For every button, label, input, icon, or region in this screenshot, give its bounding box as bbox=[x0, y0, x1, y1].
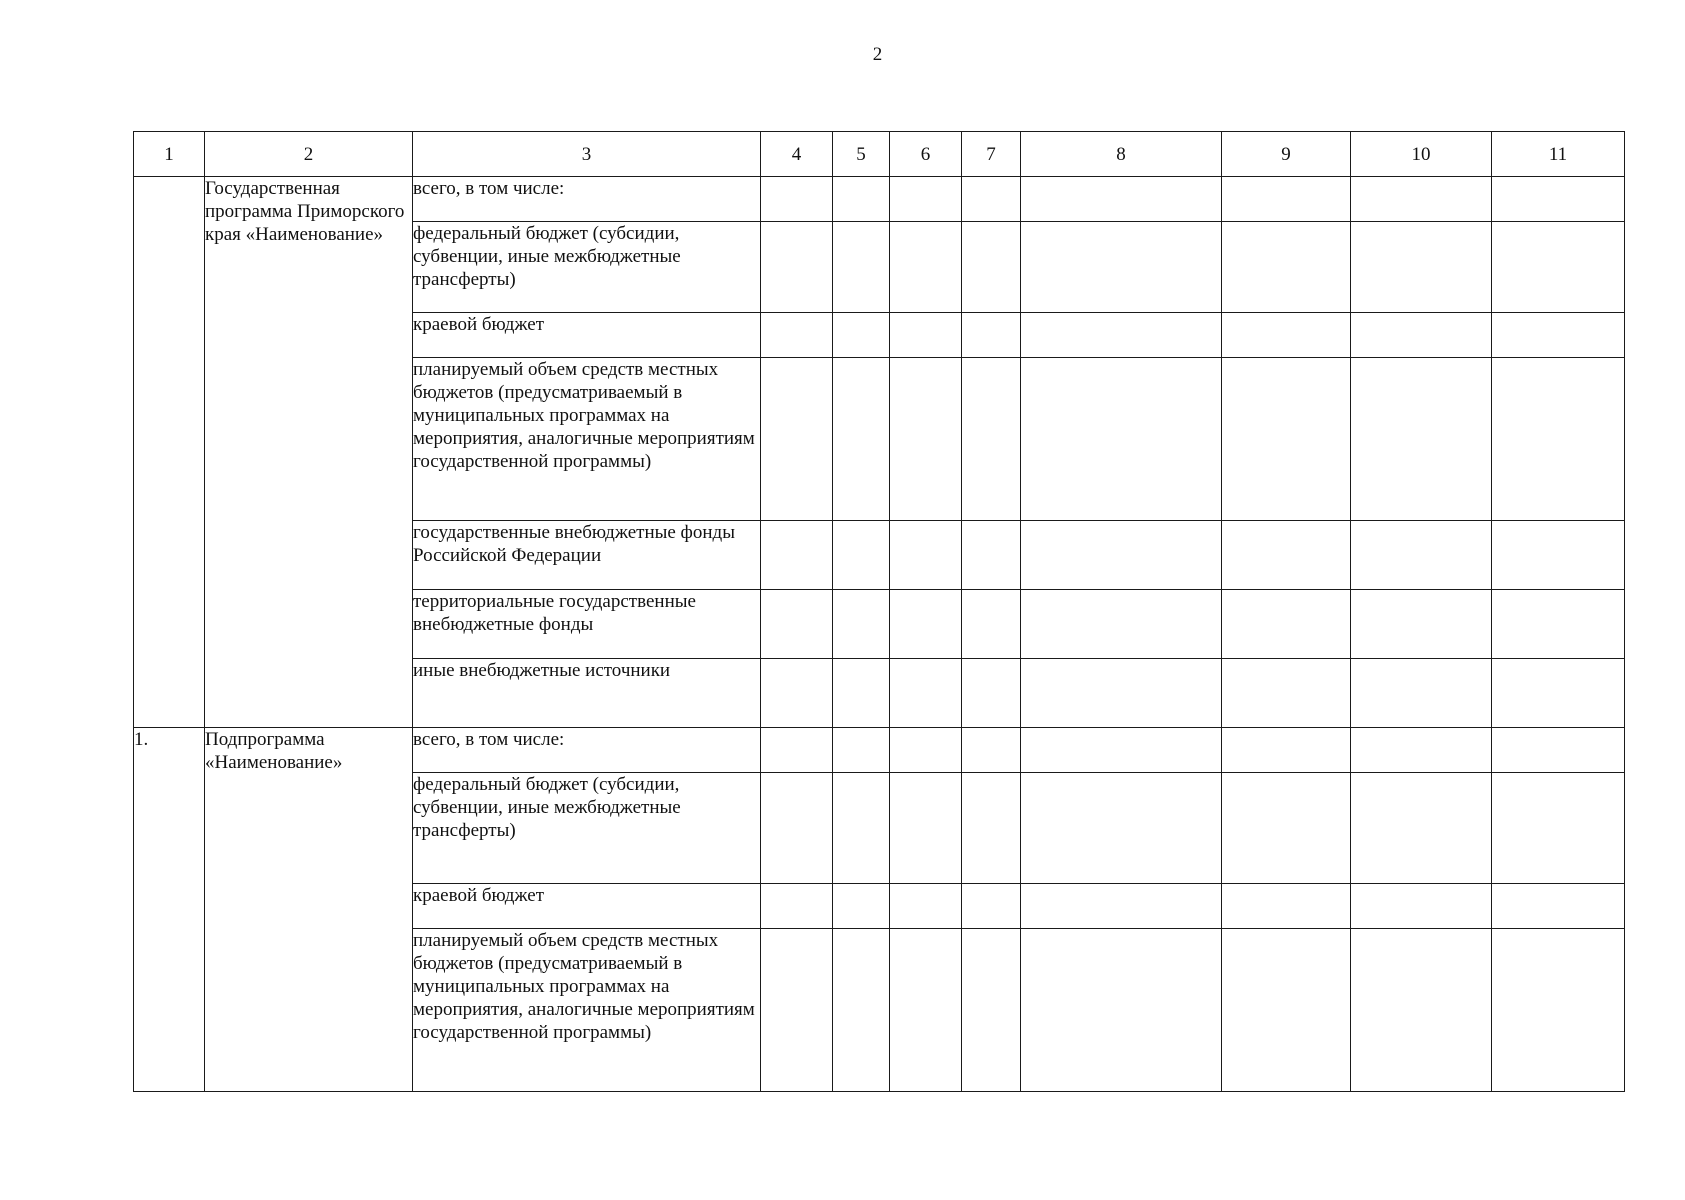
budget-table bbox=[133, 131, 1625, 1092]
column-header: 11 bbox=[1492, 132, 1625, 177]
value-cell bbox=[962, 884, 1021, 929]
value-cell bbox=[1351, 177, 1492, 222]
value-cell bbox=[1351, 521, 1492, 590]
value-cell bbox=[1492, 358, 1625, 521]
value-cell bbox=[1492, 590, 1625, 659]
value-cell bbox=[761, 358, 833, 521]
funding-source-cell: государственные внебюджетные фонды Российской Федерации bbox=[413, 521, 761, 590]
value-cell bbox=[962, 728, 1021, 773]
program-number-cell bbox=[134, 177, 205, 728]
value-cell bbox=[761, 177, 833, 222]
value-cell bbox=[1222, 590, 1351, 659]
funding-source-cell: краевой бюджет bbox=[413, 884, 761, 929]
column-header: 8 bbox=[1021, 132, 1222, 177]
value-cell bbox=[1492, 929, 1625, 1092]
value-cell bbox=[833, 358, 890, 521]
value-cell bbox=[833, 884, 890, 929]
value-cell bbox=[1021, 358, 1222, 521]
header-row bbox=[134, 132, 1625, 177]
funding-source-cell: иные внебюджетные источники bbox=[413, 659, 761, 728]
value-cell bbox=[833, 929, 890, 1092]
program-name-cell: Государственная программа Приморского края «Наименование» bbox=[205, 177, 413, 728]
value-cell bbox=[962, 773, 1021, 884]
column-header: 3 bbox=[413, 132, 761, 177]
value-cell bbox=[890, 358, 962, 521]
value-cell bbox=[1021, 728, 1222, 773]
value-cell bbox=[1222, 313, 1351, 358]
value-cell bbox=[1021, 521, 1222, 590]
value-cell bbox=[1351, 929, 1492, 1092]
value-cell bbox=[890, 222, 962, 313]
value-cell bbox=[761, 659, 833, 728]
column-header: 2 bbox=[205, 132, 413, 177]
column-header: 9 bbox=[1222, 132, 1351, 177]
value-cell bbox=[890, 177, 962, 222]
value-cell bbox=[890, 929, 962, 1092]
funding-source-cell: федеральный бюджет (субсидии, субвенции, иные межбюджетные трансферты) bbox=[413, 773, 761, 884]
funding-source-cell: федеральный бюджет (субсидии, субвенции, иные межбюджетные трансферты) bbox=[413, 222, 761, 313]
value-cell bbox=[962, 313, 1021, 358]
funding-source-cell: всего, в том числе: bbox=[413, 177, 761, 222]
subprogram-number-cell: 1. bbox=[134, 728, 205, 1092]
value-cell bbox=[890, 728, 962, 773]
value-cell bbox=[833, 773, 890, 884]
value-cell bbox=[833, 313, 890, 358]
value-cell bbox=[1351, 773, 1492, 884]
value-cell bbox=[1021, 313, 1222, 358]
value-cell bbox=[1222, 728, 1351, 773]
value-cell bbox=[1021, 773, 1222, 884]
value-cell bbox=[1222, 222, 1351, 313]
value-cell bbox=[890, 659, 962, 728]
value-cell bbox=[761, 773, 833, 884]
value-cell bbox=[1351, 313, 1492, 358]
subprogram-name-cell: Подпрограмма «Наименование» bbox=[205, 728, 413, 1092]
value-cell bbox=[962, 177, 1021, 222]
value-cell bbox=[1492, 521, 1625, 590]
value-cell bbox=[1492, 177, 1625, 222]
funding-source-cell: краевой бюджет bbox=[413, 313, 761, 358]
value-cell bbox=[890, 313, 962, 358]
column-header: 5 bbox=[833, 132, 890, 177]
value-cell bbox=[833, 728, 890, 773]
column-header: 10 bbox=[1351, 132, 1492, 177]
value-cell bbox=[890, 521, 962, 590]
value-cell bbox=[761, 521, 833, 590]
value-cell bbox=[1492, 222, 1625, 313]
value-cell bbox=[761, 590, 833, 659]
value-cell bbox=[1351, 358, 1492, 521]
value-cell bbox=[1222, 521, 1351, 590]
value-cell bbox=[1222, 929, 1351, 1092]
value-cell bbox=[890, 590, 962, 659]
column-header: 7 bbox=[962, 132, 1021, 177]
value-cell bbox=[1021, 177, 1222, 222]
value-cell bbox=[962, 358, 1021, 521]
value-cell bbox=[833, 590, 890, 659]
value-cell bbox=[1492, 773, 1625, 884]
value-cell bbox=[761, 884, 833, 929]
page-number: 2 bbox=[872, 44, 883, 65]
value-cell bbox=[1492, 659, 1625, 728]
funding-source-cell: планируемый объем средств местных бюджетов (предусматриваемый в муниципальных программах на мероприятия, аналогичные мероприятиям государственной программы) bbox=[413, 358, 761, 521]
value-cell bbox=[1222, 773, 1351, 884]
value-cell bbox=[1351, 222, 1492, 313]
value-cell bbox=[833, 521, 890, 590]
value-cell bbox=[1222, 884, 1351, 929]
value-cell bbox=[962, 590, 1021, 659]
value-cell bbox=[1021, 590, 1222, 659]
funding-source-cell: всего, в том числе: bbox=[413, 728, 761, 773]
value-cell bbox=[1351, 884, 1492, 929]
value-cell bbox=[761, 313, 833, 358]
value-cell bbox=[761, 929, 833, 1092]
value-cell bbox=[890, 884, 962, 929]
column-header: 1 bbox=[134, 132, 205, 177]
value-cell bbox=[1351, 590, 1492, 659]
value-cell bbox=[1492, 728, 1625, 773]
value-cell bbox=[1492, 884, 1625, 929]
value-cell bbox=[761, 728, 833, 773]
table-row bbox=[134, 728, 1625, 773]
value-cell bbox=[833, 659, 890, 728]
column-header: 6 bbox=[890, 132, 962, 177]
value-cell bbox=[962, 659, 1021, 728]
value-cell bbox=[833, 222, 890, 313]
funding-source-cell: территориальные государственные внебюджетные фонды bbox=[413, 590, 761, 659]
value-cell bbox=[1021, 929, 1222, 1092]
value-cell bbox=[1351, 659, 1492, 728]
value-cell bbox=[1222, 358, 1351, 521]
value-cell bbox=[962, 222, 1021, 313]
column-header: 4 bbox=[761, 132, 833, 177]
value-cell bbox=[1021, 659, 1222, 728]
value-cell bbox=[1021, 884, 1222, 929]
funding-source-cell: планируемый объем средств местных бюджетов (предусматриваемый в муниципальных программах на мероприятия, аналогичные мероприятиям государственной программы) bbox=[413, 929, 761, 1092]
value-cell bbox=[1351, 728, 1492, 773]
value-cell bbox=[1222, 659, 1351, 728]
value-cell bbox=[761, 222, 833, 313]
value-cell bbox=[833, 177, 890, 222]
value-cell bbox=[1021, 222, 1222, 313]
value-cell bbox=[890, 773, 962, 884]
value-cell bbox=[962, 929, 1021, 1092]
value-cell bbox=[1492, 313, 1625, 358]
table-row bbox=[134, 177, 1625, 222]
value-cell bbox=[1222, 177, 1351, 222]
value-cell bbox=[962, 521, 1021, 590]
